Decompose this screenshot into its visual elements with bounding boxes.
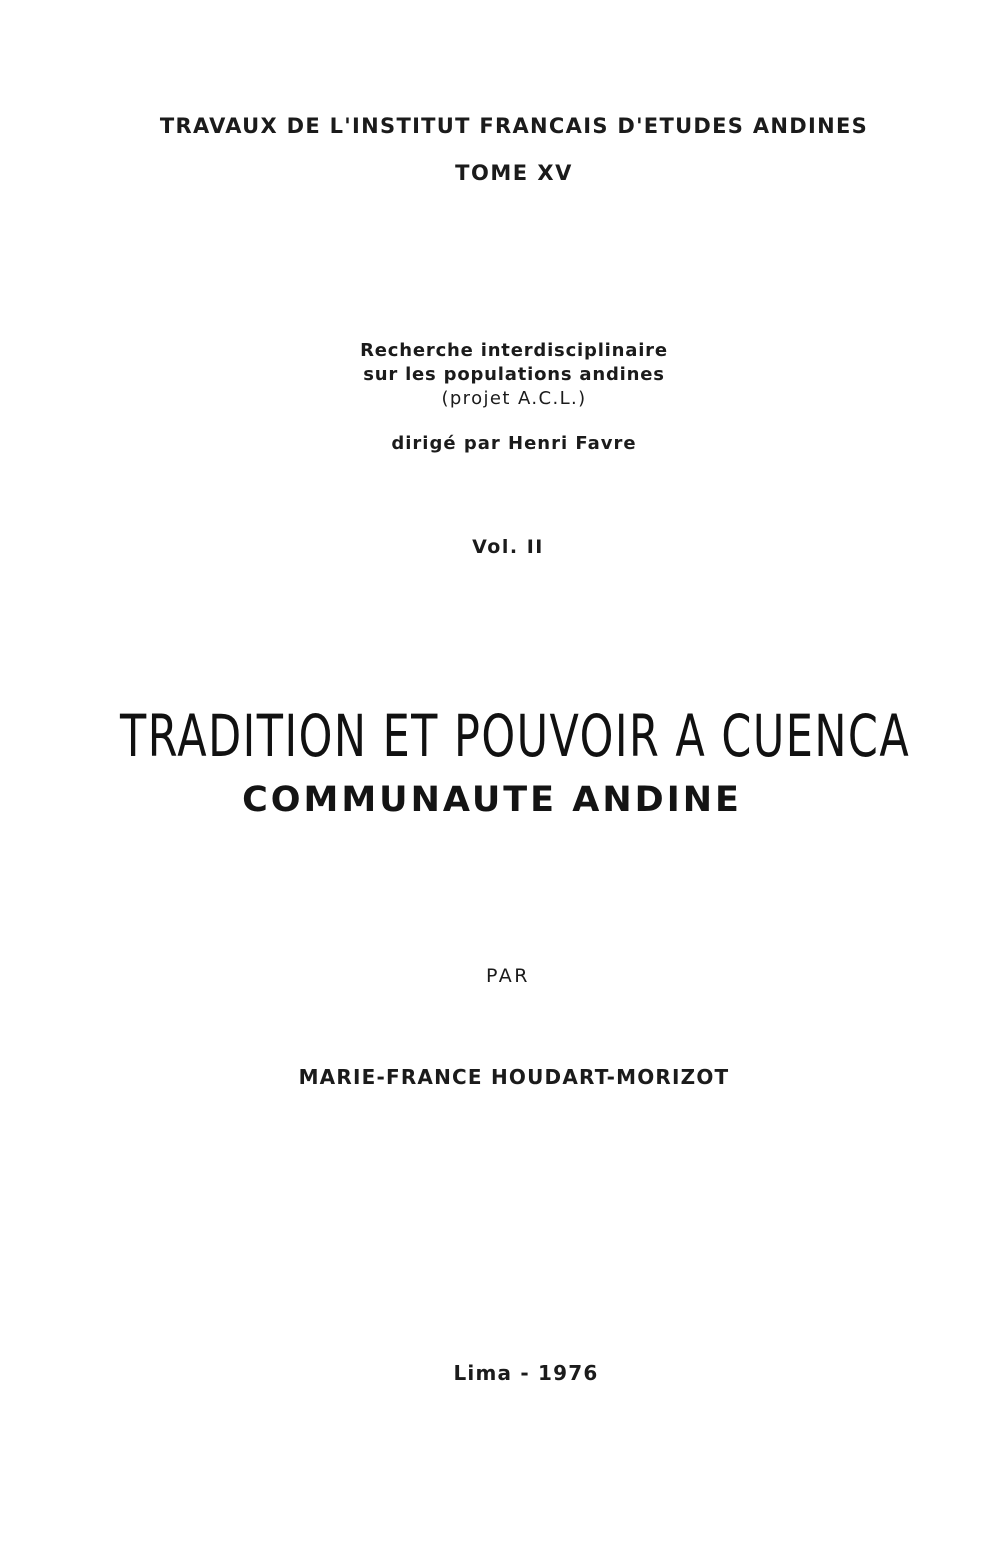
imprint: Lima - 1976 (453, 1361, 599, 1385)
volume-number: Vol. II (472, 536, 544, 558)
project-director: dirigé par Henri Favre (391, 433, 637, 454)
author-name: MARIE-FRANCE HOUDART-MORIZOT (298, 1065, 730, 1089)
research-line-2: sur les populations andines (363, 364, 665, 385)
research-line-3: (projet A.C.L.) (441, 388, 587, 409)
tome-number: TOME XV (455, 161, 573, 185)
byline-par: PAR (486, 965, 530, 987)
research-project (14, 339, 1000, 411)
book-subtitle: COMMUNAUTE ANDINE (242, 780, 742, 820)
research-line-1: Recherche interdisciplinaire (360, 340, 668, 361)
series-title: TRAVAUX DE L'INSTITUT FRANCAIS D'ETUDES ANDINES (159, 114, 869, 138)
book-title: TRADITION ET POUVOIR A CUENCA (120, 702, 911, 770)
